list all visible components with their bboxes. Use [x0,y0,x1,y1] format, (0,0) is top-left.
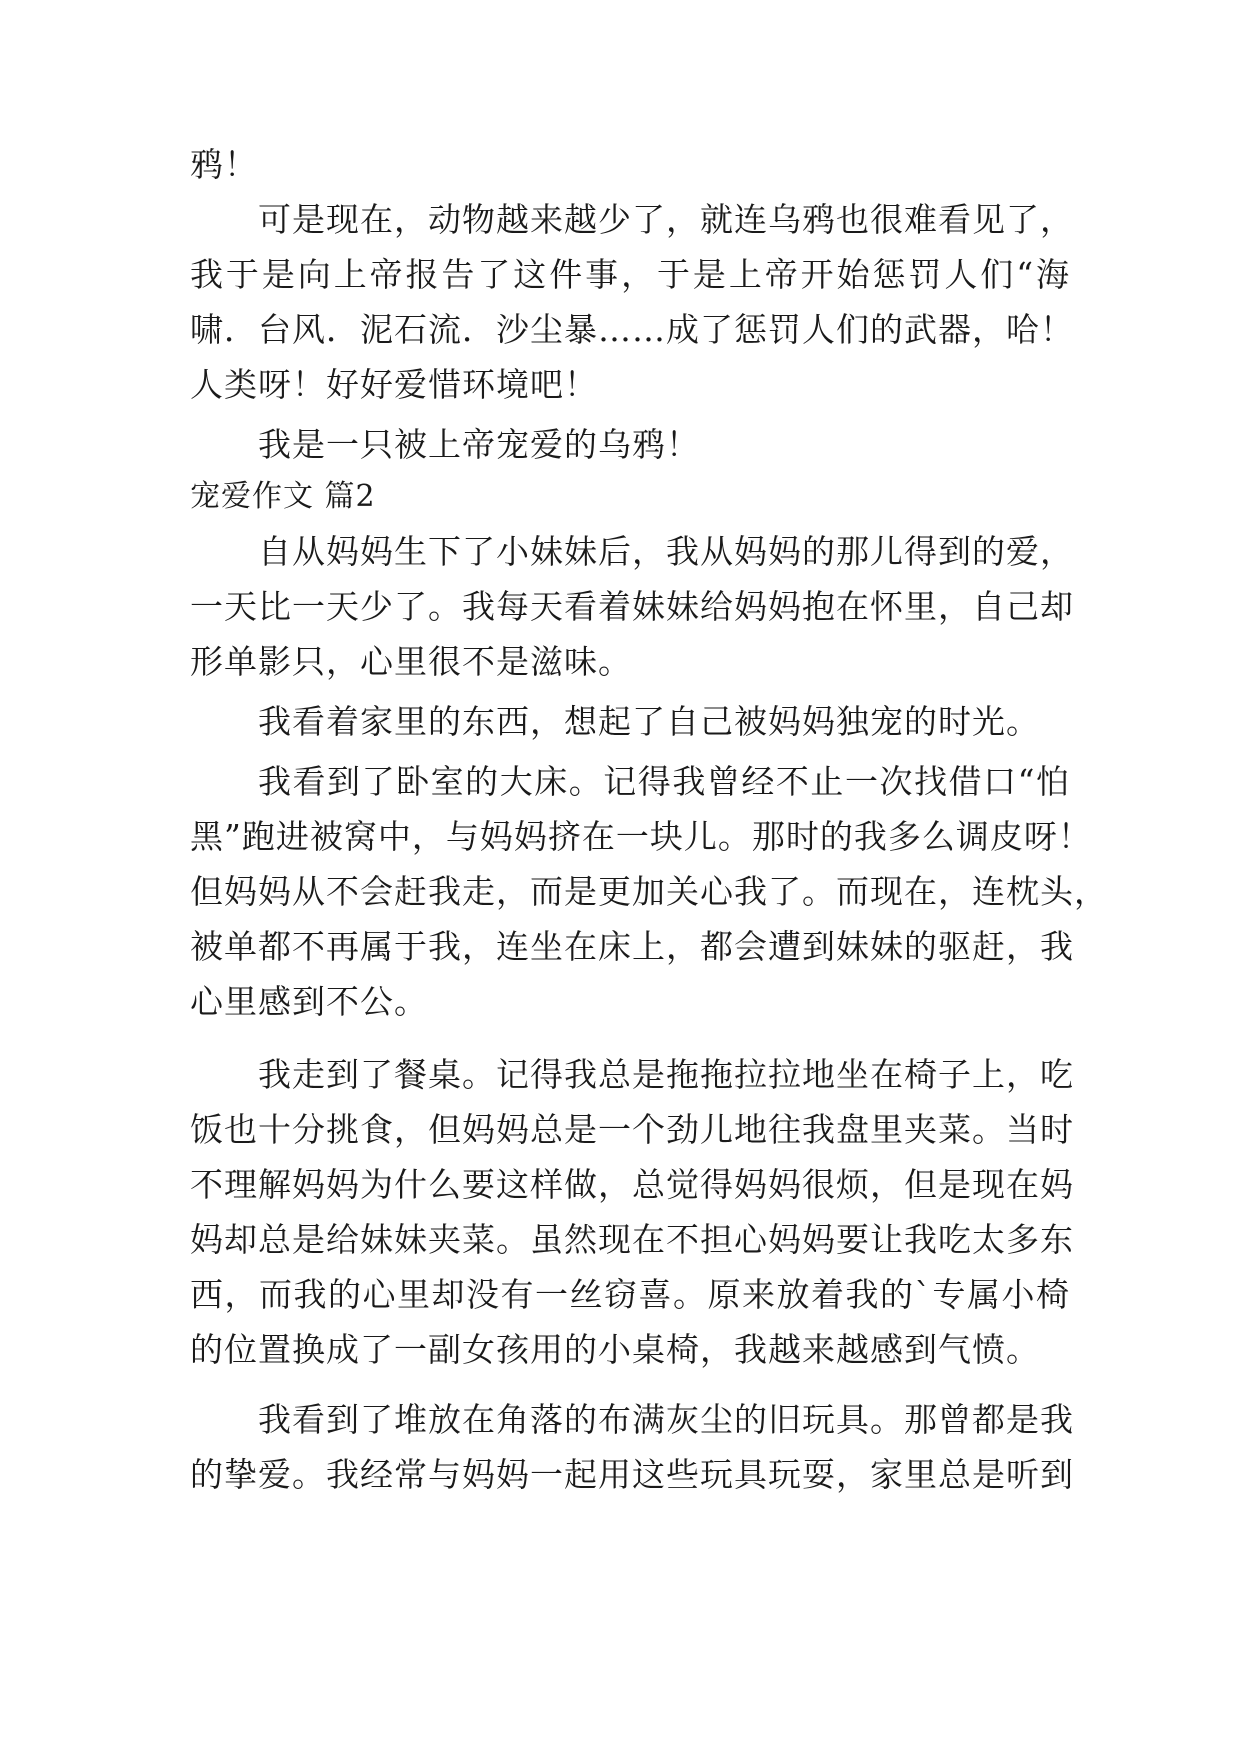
paragraph-line: 我看到了卧室的大床。记得我曾经不止一次找借口“怕 [258,762,1070,801]
paragraph-line: 一天比一天少了。我每天看着妹妹给妈妈抱在怀里，自己却 [190,587,1074,626]
paragraph-line: 形单影只，心里很不是滋味。 [190,642,632,681]
paragraph-line: 啸．台风．泥石流．沙尘暴……成了惩罚人们的武器，哈！ [190,310,1074,349]
section-heading: 宠爱作文 篇2 [190,479,376,514]
paragraph-line: 我于是向上帝报告了这件事，于是上帝开始惩罚人们“海 [190,255,1070,294]
paragraph-line: 不理解妈妈为什么要这样做，总觉得妈妈很烦，但是现在妈 [190,1165,1074,1204]
paragraph-line: 的位置换成了一副女孩用的小桌椅，我越来越感到气愤。 [190,1330,1040,1369]
paragraph-line: 被单都不再属于我，连坐在床上，都会遭到妹妹的驱赶，我 [190,927,1074,966]
paragraph-line: 我走到了餐桌。记得我总是拖拖拉拉地坐在椅子上，吃 [258,1055,1074,1094]
paragraph-line: 我是一只被上帝宠爱的乌鸦！ [258,425,700,464]
paragraph-line: 黑”跑进被窝中，与妈妈挤在一块儿。那时的我多么调皮呀！ [190,817,1092,856]
paragraph-line: 心里感到不公。 [190,982,428,1021]
paragraph-line: 我看到了堆放在角落的布满灰尘的旧玩具。那曾都是我 [258,1400,1074,1439]
paragraph-line: 但妈妈从不会赶我走，而是更加关心我了。而现在，连枕头， [190,872,1108,911]
paragraph-line: 可是现在，动物越来越少了，就连乌鸦也很难看见了， [258,200,1074,239]
paragraph-line: 我看着家里的东西，想起了自己被妈妈独宠的时光。 [258,702,1040,741]
paragraph-line: 人类呀！好好爱惜环境吧！ [190,365,598,404]
paragraph-line: 妈却总是给妹妹夹菜。虽然现在不担心妈妈要让我吃太多东 [190,1220,1074,1259]
paragraph-line: 鸦！ [190,145,258,184]
paragraph-line: 自从妈妈生下了小妹妹后，我从妈妈的那儿得到的爱， [258,532,1074,571]
paragraph-line: 饭也十分挑食，但妈妈总是一个劲儿地往我盘里夹菜。当时 [190,1110,1074,1149]
paragraph-line: 西，而我的心里却没有一丝窃喜。原来放着我的`专属小椅 [190,1275,1070,1314]
paragraph-line: 的挚爱。我经常与妈妈一起用这些玩具玩耍，家里总是听到 [190,1455,1074,1494]
